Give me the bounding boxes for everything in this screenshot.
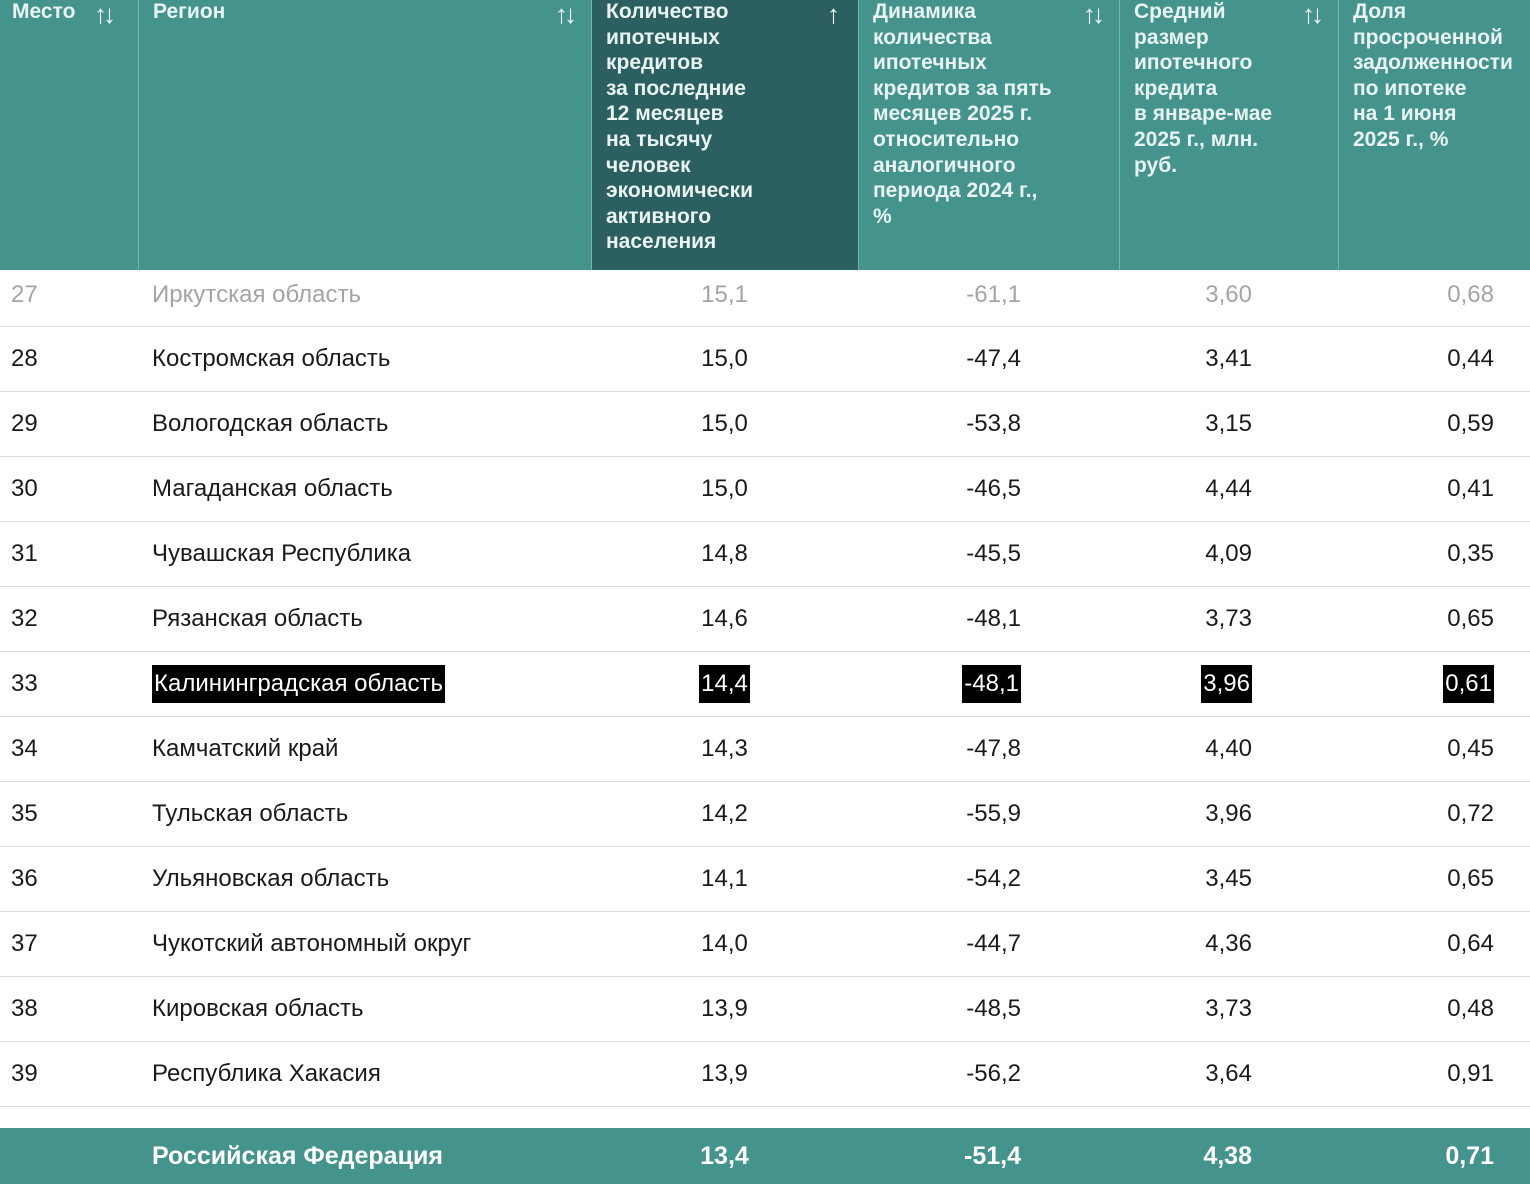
sort-arrows-icon[interactable]: ↑↓ <box>94 0 112 29</box>
total-dynamics: -51,4 <box>964 1141 1021 1170</box>
cell-avg-size: 4,40 <box>1205 735 1252 762</box>
cell-region: Иркутская область <box>152 281 361 308</box>
cell-avg-size: 3,15 <box>1205 410 1252 437</box>
table-row <box>0 522 1530 587</box>
column-header-mortgage-count[interactable] <box>591 0 858 270</box>
column-header-average-size[interactable] <box>1119 0 1338 270</box>
table-row <box>0 457 1530 522</box>
total-row <box>0 1128 1530 1184</box>
cell-region: Вологодская область <box>152 410 389 437</box>
total-place <box>0 1128 138 1184</box>
cell-dynamics: -54,2 <box>966 865 1021 892</box>
cell-place: 33 <box>11 670 38 697</box>
cell-avg-size: 3,64 <box>1205 1060 1252 1087</box>
cell-place: 28 <box>11 345 38 372</box>
cell-region: Чувашская Республика <box>152 540 412 567</box>
cell-dynamics: -53,8 <box>966 410 1021 437</box>
cell-count: 15,0 <box>701 475 748 502</box>
cell-place: 34 <box>11 735 38 762</box>
cell-overdue <box>1338 652 1530 716</box>
column-header-overdue-share[interactable] <box>1338 0 1530 270</box>
table-row <box>0 327 1530 392</box>
cell-count: 13,9 <box>701 1060 748 1087</box>
cell-region: Рязанская область <box>152 605 363 632</box>
cell-dynamics: -61,1 <box>966 281 1021 308</box>
cell-place: 27 <box>11 281 38 308</box>
table-row <box>0 912 1530 977</box>
cell-dynamics: -47,8 <box>966 735 1021 762</box>
sort-arrows-icon[interactable]: ↑↓ <box>555 0 573 29</box>
column-header-label: Доля просроченной задолженности по ипотеке на 1 июня 2025 г., % <box>1353 0 1513 151</box>
cell-dynamics: -46,5 <box>966 475 1021 502</box>
highlighted-value: -48,1 <box>962 665 1021 703</box>
cell-region <box>138 652 591 716</box>
table-row <box>0 717 1530 782</box>
column-header-label: Место <box>12 0 76 23</box>
cell-overdue: 0,65 <box>1447 865 1494 892</box>
cell-avg-size: 4,44 <box>1205 475 1252 502</box>
column-header-region[interactable] <box>138 0 591 270</box>
cell-overdue: 0,65 <box>1447 605 1494 632</box>
cell-count: 14,3 <box>701 735 748 762</box>
cell-overdue: 0,45 <box>1447 735 1494 762</box>
highlighted-value: 3,96 <box>1201 665 1252 703</box>
cell-region: Чукотский автономный округ <box>152 930 472 957</box>
column-header-dynamics[interactable] <box>858 0 1119 270</box>
cell-dynamics: -56,2 <box>966 1060 1021 1087</box>
highlighted-value: Калининградская область <box>152 665 445 703</box>
cell-overdue: 0,64 <box>1447 930 1494 957</box>
cell-count: 15,0 <box>701 410 748 437</box>
cell-dynamics <box>858 652 1119 716</box>
cell-place: 29 <box>11 410 38 437</box>
cell-place: 37 <box>11 930 38 957</box>
table-row <box>0 1042 1530 1107</box>
sort-arrows-icon[interactable]: ↑↓ <box>1083 0 1101 29</box>
cell-count: 15,1 <box>701 281 748 308</box>
cell-count: 14,6 <box>701 605 748 632</box>
cell-overdue: 0,91 <box>1447 1060 1494 1087</box>
column-header-place[interactable] <box>0 0 138 270</box>
cell-place: 35 <box>11 800 38 827</box>
cell-avg-size: 3,60 <box>1205 281 1252 308</box>
cell-count: 14,8 <box>701 540 748 567</box>
cell-overdue: 0,41 <box>1447 475 1494 502</box>
total-count: 13,4 <box>700 1141 749 1170</box>
cell-avg-size <box>1119 652 1338 716</box>
cell-place: 36 <box>11 865 38 892</box>
cell-overdue: 0,72 <box>1447 800 1494 827</box>
cell-avg-size: 3,73 <box>1205 605 1252 632</box>
cell-avg-size: 3,45 <box>1205 865 1252 892</box>
table-row <box>0 652 1530 717</box>
highlighted-value: 14,4 <box>699 665 750 703</box>
cell-overdue: 0,44 <box>1447 345 1494 372</box>
cell-avg-size: 3,73 <box>1205 995 1252 1022</box>
cell-count: 15,0 <box>701 345 748 372</box>
cell-place: 38 <box>11 995 38 1022</box>
column-header-label: Регион <box>153 0 226 23</box>
cell-avg-size: 3,41 <box>1205 345 1252 372</box>
cell-region: Тульская область <box>152 800 349 827</box>
column-header-label: Динамика количества ипотечных кредитов за пять месяцев 2025 г. относительно аналогичного периода 2024 г., % <box>873 0 1052 228</box>
table-row <box>0 977 1530 1042</box>
table-row <box>0 847 1530 912</box>
total-overdue: 0,71 <box>1445 1141 1494 1170</box>
cell-place: 32 <box>11 605 38 632</box>
total-avg-size: 4,38 <box>1203 1141 1252 1170</box>
highlighted-value: 0,61 <box>1443 665 1494 703</box>
total-region: Российская Федерация <box>152 1141 443 1170</box>
cell-place: 31 <box>11 540 38 567</box>
cell-place: 30 <box>11 475 38 502</box>
cell-overdue: 0,59 <box>1447 410 1494 437</box>
cell-place: 39 <box>11 1060 38 1087</box>
column-header-label: Средний размер ипотечного кредита в январе-мае 2025 г., млн. руб. <box>1134 0 1273 177</box>
cell-avg-size: 4,36 <box>1205 930 1252 957</box>
cell-dynamics: -48,1 <box>966 605 1021 632</box>
table-row <box>0 270 1530 327</box>
table-row <box>0 392 1530 457</box>
cell-overdue: 0,48 <box>1447 995 1494 1022</box>
sort-ascending-icon[interactable]: ↑ <box>827 0 836 29</box>
cell-region: Камчатский край <box>152 735 339 762</box>
cell-overdue: 0,35 <box>1447 540 1494 567</box>
cell-avg-size: 3,96 <box>1205 800 1252 827</box>
cell-dynamics: -44,7 <box>966 930 1021 957</box>
column-header-label: Количество ипотечных кредитов за последние 12 месяцев на тысячу человек экономически активного населения <box>606 0 754 254</box>
cell-region: Костромская область <box>152 345 391 372</box>
cell-region: Магаданская область <box>152 475 393 502</box>
cell-dynamics: -45,5 <box>966 540 1021 567</box>
cell-count: 14,2 <box>701 800 748 827</box>
sort-arrows-icon[interactable]: ↑↓ <box>1302 0 1320 29</box>
cell-count: 14,0 <box>701 930 748 957</box>
cell-dynamics: -47,4 <box>966 345 1021 372</box>
cell-overdue: 0,68 <box>1447 281 1494 308</box>
cell-count: 14,1 <box>701 865 748 892</box>
cell-count <box>591 652 858 716</box>
table-header <box>0 0 1530 270</box>
cell-region: Кировская область <box>152 995 364 1022</box>
cell-region: Ульяновская область <box>152 865 390 892</box>
cell-dynamics: -55,9 <box>966 800 1021 827</box>
table-row <box>0 587 1530 652</box>
cell-avg-size: 4,09 <box>1205 540 1252 567</box>
cell-dynamics: -48,5 <box>966 995 1021 1022</box>
table-row <box>0 782 1530 847</box>
cell-count: 13,9 <box>701 995 748 1022</box>
cell-region: Республика Хакасия <box>152 1060 381 1087</box>
